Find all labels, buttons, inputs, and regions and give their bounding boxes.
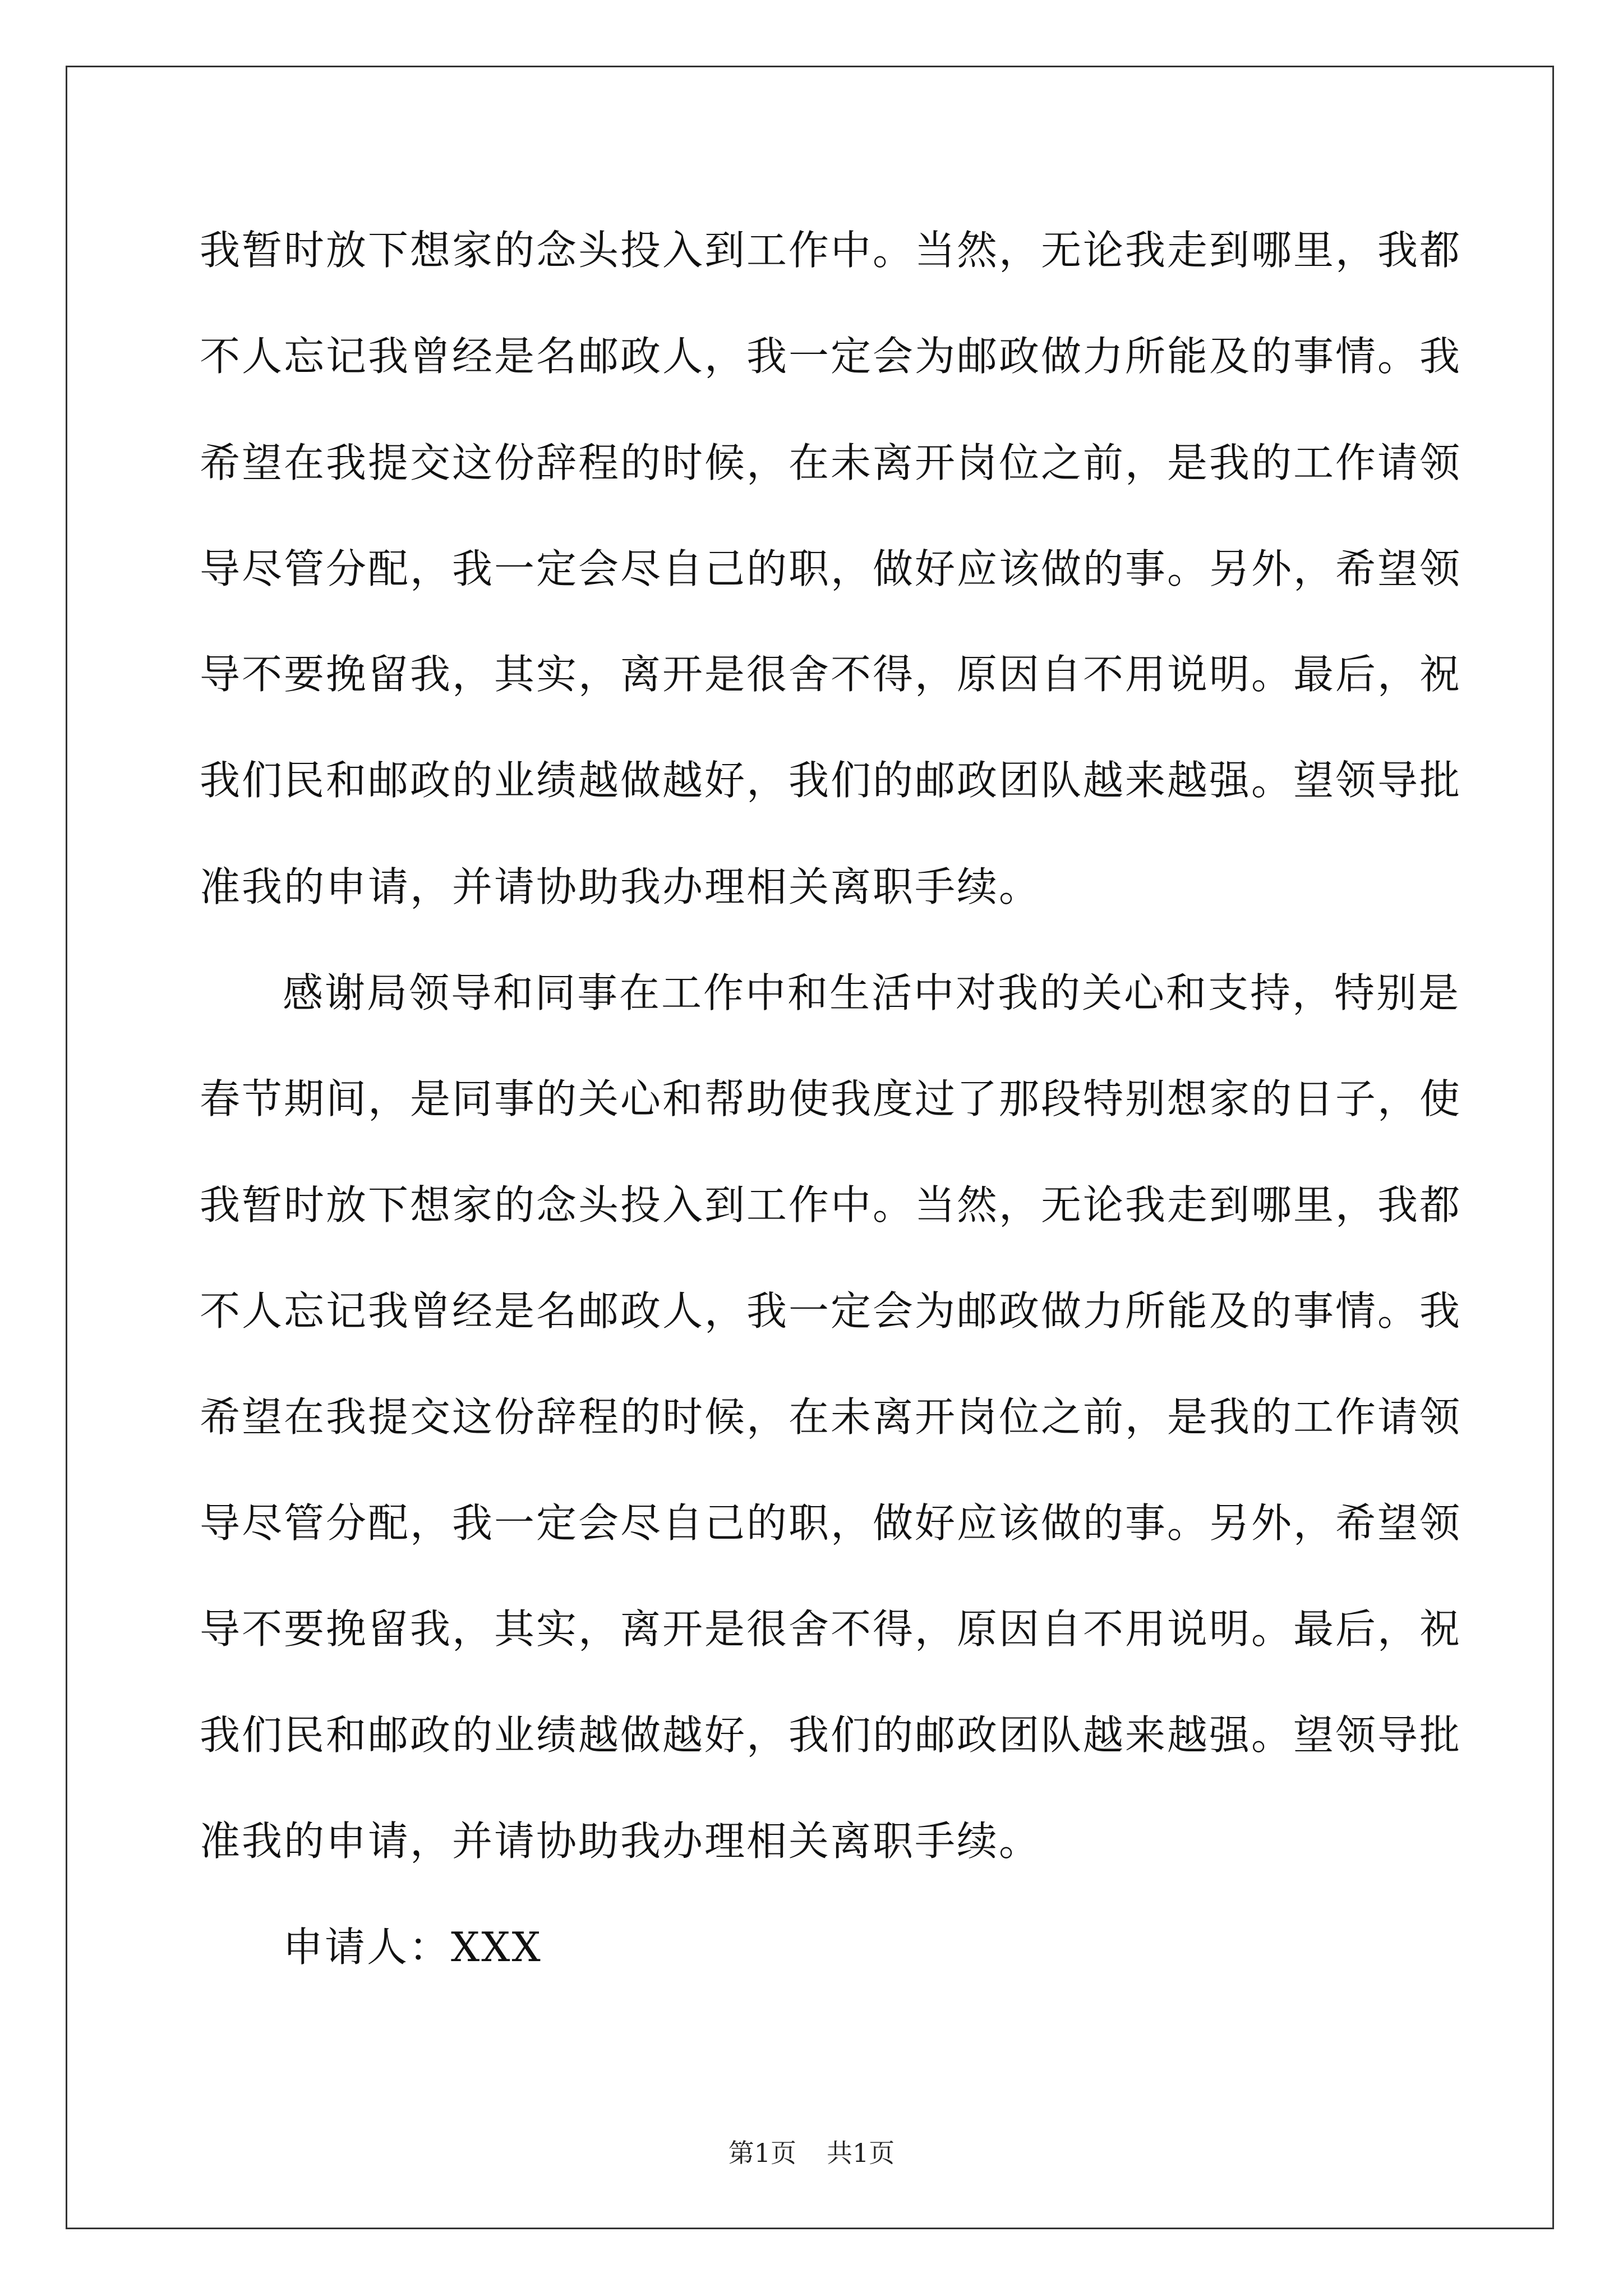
- body-line: 春节期间，是同事的关心和帮助使我度过了那段特别想家的日子，使: [200, 1075, 1462, 1122]
- body-line: 导不要挽留我，其实，离开是很舍不得，原因自不用说明。最后，祝: [200, 1605, 1462, 1653]
- body-line: 准我的申请，并请协助我办理相关离职手续。: [200, 1818, 1041, 1865]
- page-border: [66, 66, 1554, 2229]
- body-line: 不人忘记我曾经是名邮政人，我一定会为邮政做力所能及的事情。我: [200, 1287, 1462, 1335]
- page-total: 共1页: [827, 2138, 895, 2168]
- page-number: 第1页: [728, 2138, 796, 2168]
- body-line: 导不要挽留我，其实，离开是很舍不得，原因自不用说明。最后，祝: [200, 651, 1462, 698]
- body-line: 希望在我提交这份辞程的时候，在未离开岗位之前，是我的工作请领: [200, 439, 1462, 486]
- body-line: 我们民和邮政的业绩越做越好，我们的邮政团队越来越强。望领导批: [200, 757, 1462, 804]
- paragraph-first-line: 感谢局领导和同事在工作中和生活中对我的关心和支持，特别是: [283, 969, 1461, 1016]
- body-line: 导尽管分配，我一定会尽自己的职，做好应该做的事。另外，希望领: [200, 545, 1462, 592]
- body-line: 希望在我提交这份辞程的时候，在未离开岗位之前，是我的工作请领: [200, 1393, 1462, 1441]
- body-line: 不人忘记我曾经是名邮政人，我一定会为邮政做力所能及的事情。我: [200, 333, 1462, 380]
- applicant-signature: 申请人：XXX: [283, 1924, 542, 1971]
- body-line: 导尽管分配，我一定会尽自己的职，做好应该做的事。另外，希望领: [200, 1499, 1462, 1547]
- body-line: 我暂时放下想家的念头投入到工作中。当然，无论我走到哪里，我都: [200, 227, 1462, 274]
- page-footer: [0, 2136, 1623, 2170]
- body-line: 我暂时放下想家的念头投入到工作中。当然，无论我走到哪里，我都: [200, 1181, 1462, 1228]
- body-line: 我们民和邮政的业绩越做越好，我们的邮政团队越来越强。望领导批: [200, 1711, 1462, 1759]
- body-line: 准我的申请，并请协助我办理相关离职手续。: [200, 863, 1041, 910]
